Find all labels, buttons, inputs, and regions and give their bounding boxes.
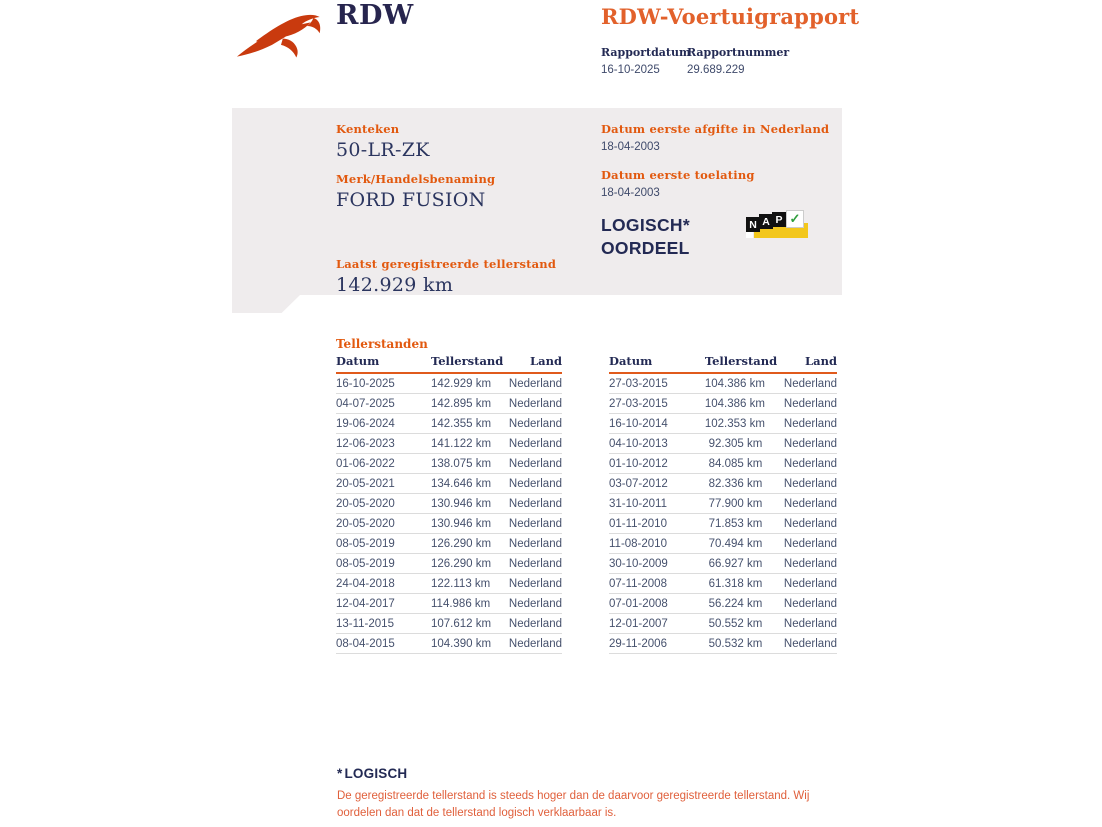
date-cell: 27-03-2015	[609, 373, 705, 394]
eerste-afgifte-label: Datum eerste afgifte in Nederland	[601, 122, 830, 136]
table-row	[609, 454, 837, 474]
table-row	[609, 554, 837, 574]
country-cell: Nederland	[488, 634, 562, 654]
kenteken-label: Kenteken	[336, 122, 400, 136]
nap-letter-a: A	[759, 214, 773, 229]
odometer-cell: 142.895 km	[431, 394, 488, 414]
date-cell: 20-05-2021	[336, 474, 431, 494]
table-row	[336, 614, 562, 634]
column-header-tellerstand: Tellerstand	[705, 354, 763, 373]
odometer-table-right	[609, 354, 837, 654]
country-cell: Nederland	[488, 594, 562, 614]
date-cell: 07-11-2008	[609, 574, 705, 594]
table-row	[336, 394, 562, 414]
odometer-cell: 138.075 km	[431, 454, 488, 474]
table-row	[336, 634, 562, 654]
nap-logo	[746, 210, 810, 242]
table-row	[336, 574, 562, 594]
column-header-datum: Datum	[609, 354, 705, 373]
date-cell: 07-01-2008	[609, 594, 705, 614]
eerste-toelating-label: Datum eerste toelating	[601, 168, 755, 182]
odometer-cell: 141.122 km	[431, 434, 488, 454]
country-cell: Nederland	[762, 594, 837, 614]
vehicle-summary-panel	[232, 108, 842, 295]
odometer-cell: 104.390 km	[431, 634, 488, 654]
country-cell: Nederland	[762, 414, 837, 434]
footnote-heading-text: LOGISCH	[344, 766, 408, 781]
table-row	[609, 614, 837, 634]
date-cell: 12-04-2017	[336, 594, 431, 614]
date-cell: 04-10-2013	[609, 434, 705, 454]
column-header-land: Land	[488, 354, 562, 373]
country-cell: Nederland	[488, 414, 562, 434]
nap-letter-n: N	[746, 217, 760, 232]
country-cell: Nederland	[762, 394, 837, 414]
date-cell: 01-06-2022	[336, 454, 431, 474]
report-number-value: 29.689.229	[687, 64, 745, 76]
oordeel-line2: OORDEEL	[601, 238, 690, 258]
odometer-cell: 107.612 km	[431, 614, 488, 634]
date-cell: 03-07-2012	[609, 474, 705, 494]
date-cell: 08-05-2019	[336, 534, 431, 554]
country-cell: Nederland	[488, 614, 562, 634]
country-cell: Nederland	[762, 474, 837, 494]
report-meta	[601, 46, 921, 76]
eerste-toelating-value: 18-04-2003	[601, 187, 660, 199]
odometer-cell: 130.946 km	[431, 514, 488, 534]
date-cell: 31-10-2011	[609, 494, 705, 514]
date-cell: 01-10-2012	[609, 454, 705, 474]
table-header-row	[609, 354, 837, 373]
table-row	[609, 634, 837, 654]
merk-label: Merk/Handelsbenaming	[336, 172, 496, 186]
summary-left-column	[336, 122, 586, 307]
table-row	[609, 394, 837, 414]
table-row	[336, 373, 562, 394]
table-row	[336, 434, 562, 454]
table-row	[609, 534, 837, 554]
odometer-cell: 142.929 km	[431, 373, 488, 394]
country-cell: Nederland	[762, 614, 837, 634]
odometer-cell: 126.290 km	[431, 534, 488, 554]
nap-checkmark-icon: ✓	[786, 210, 804, 228]
date-cell: 12-06-2023	[336, 434, 431, 454]
table-row	[336, 414, 562, 434]
odometer-cell: 126.290 km	[431, 554, 488, 574]
odometer-cell: 102.353 km	[705, 414, 763, 434]
odometer-cell: 134.646 km	[431, 474, 488, 494]
date-cell: 19-06-2024	[336, 414, 431, 434]
tellerstanden-heading: Tellerstanden	[336, 337, 428, 351]
odometer-cell: 82.336 km	[705, 474, 763, 494]
date-cell: 20-05-2020	[336, 514, 431, 534]
date-cell: 30-10-2009	[609, 554, 705, 574]
odometer-cell: 50.532 km	[705, 634, 763, 654]
eerste-afgifte-value: 18-04-2003	[601, 141, 660, 153]
country-cell: Nederland	[488, 514, 562, 534]
laatste-tellerstand-value: 142.929 km	[336, 274, 454, 296]
country-cell: Nederland	[488, 494, 562, 514]
odometer-cell: 104.386 km	[705, 373, 763, 394]
odometer-cell: 56.224 km	[705, 594, 763, 614]
country-cell: Nederland	[762, 373, 837, 394]
table-header-row	[336, 354, 562, 373]
table-row	[609, 514, 837, 534]
table-row	[336, 474, 562, 494]
odometer-table-left	[336, 354, 562, 654]
date-cell: 16-10-2025	[336, 373, 431, 394]
table-row	[609, 594, 837, 614]
country-cell: Nederland	[762, 494, 837, 514]
table-row	[609, 474, 837, 494]
table-row	[336, 594, 562, 614]
rdw-bird-logo-icon	[236, 7, 326, 63]
country-cell: Nederland	[488, 534, 562, 554]
date-cell: 11-08-2010	[609, 534, 705, 554]
odometer-cell: 142.355 km	[431, 414, 488, 434]
kenteken-value: 50-LR-ZK	[336, 139, 430, 161]
laatste-tellerstand-label: Laatst geregistreerde tellerstand	[336, 257, 557, 271]
summary-right-column	[601, 122, 841, 260]
odometer-cell: 130.946 km	[431, 494, 488, 514]
logisch-footnote	[337, 766, 857, 821]
odometer-cell: 66.927 km	[705, 554, 763, 574]
odometer-cell: 77.900 km	[705, 494, 763, 514]
odometer-cell: 70.494 km	[705, 534, 763, 554]
odometer-cell: 114.986 km	[431, 594, 488, 614]
date-cell: 20-05-2020	[336, 494, 431, 514]
country-cell: Nederland	[762, 574, 837, 594]
oordeel-text	[601, 214, 746, 260]
odometer-cell: 50.552 km	[705, 614, 763, 634]
country-cell: Nederland	[762, 554, 837, 574]
merk-value: FORD FUSION	[336, 189, 486, 211]
footnote-heading	[337, 766, 857, 781]
date-cell: 12-01-2007	[609, 614, 705, 634]
footnote-body: De geregistreerde tellerstand is steeds hoger dan de daarvoor geregistreerde tellerstand. Wij oordelen dan dat de tellerstand logisch verklaarbaar is.	[337, 790, 810, 819]
date-cell: 16-10-2014	[609, 414, 705, 434]
column-header-datum: Datum	[336, 354, 431, 373]
footnote-asterisk: *	[337, 766, 343, 781]
date-cell: 24-04-2018	[336, 574, 431, 594]
nap-letter-p: P	[772, 212, 786, 227]
table-row	[336, 534, 562, 554]
date-cell: 08-04-2015	[336, 634, 431, 654]
country-cell: Nederland	[488, 474, 562, 494]
column-header-tellerstand: Tellerstand	[431, 354, 488, 373]
country-cell: Nederland	[762, 454, 837, 474]
table-row	[336, 514, 562, 534]
country-cell: Nederland	[488, 574, 562, 594]
odometer-cell: 84.085 km	[705, 454, 763, 474]
table-row	[336, 494, 562, 514]
table-row	[336, 554, 562, 574]
nap-white-square	[746, 232, 753, 238]
country-cell: Nederland	[762, 434, 837, 454]
country-cell: Nederland	[488, 394, 562, 414]
odometer-cell: 92.305 km	[705, 434, 763, 454]
date-cell: 27-03-2015	[609, 394, 705, 414]
report-date-label: Rapportdatum	[601, 46, 691, 59]
country-cell: Nederland	[762, 534, 837, 554]
table-row	[609, 414, 837, 434]
odometer-cell: 61.318 km	[705, 574, 763, 594]
brand-wordmark: RDW	[336, 0, 414, 31]
country-cell: Nederland	[762, 514, 837, 534]
date-cell: 01-11-2010	[609, 514, 705, 534]
report-number-label: Rapportnummer	[687, 46, 790, 59]
odometer-cell: 104.386 km	[705, 394, 763, 414]
report-title: RDW-Voertuigrapport	[601, 4, 860, 29]
odometer-cell: 71.853 km	[705, 514, 763, 534]
table-row	[609, 373, 837, 394]
column-header-land: Land	[762, 354, 837, 373]
oordeel-line1: LOGISCH*	[601, 215, 690, 235]
country-cell: Nederland	[762, 634, 837, 654]
odometer-cell: 122.113 km	[431, 574, 488, 594]
country-cell: Nederland	[488, 554, 562, 574]
report-date-value: 16-10-2025	[601, 64, 660, 76]
country-cell: Nederland	[488, 454, 562, 474]
report-header	[601, 4, 921, 76]
date-cell: 08-05-2019	[336, 554, 431, 574]
country-cell: Nederland	[488, 373, 562, 394]
table-row	[336, 454, 562, 474]
date-cell: 04-07-2025	[336, 394, 431, 414]
date-cell: 13-11-2015	[336, 614, 431, 634]
table-row	[609, 574, 837, 594]
country-cell: Nederland	[488, 434, 562, 454]
date-cell: 29-11-2006	[609, 634, 705, 654]
table-row	[609, 434, 837, 454]
table-row	[609, 494, 837, 514]
